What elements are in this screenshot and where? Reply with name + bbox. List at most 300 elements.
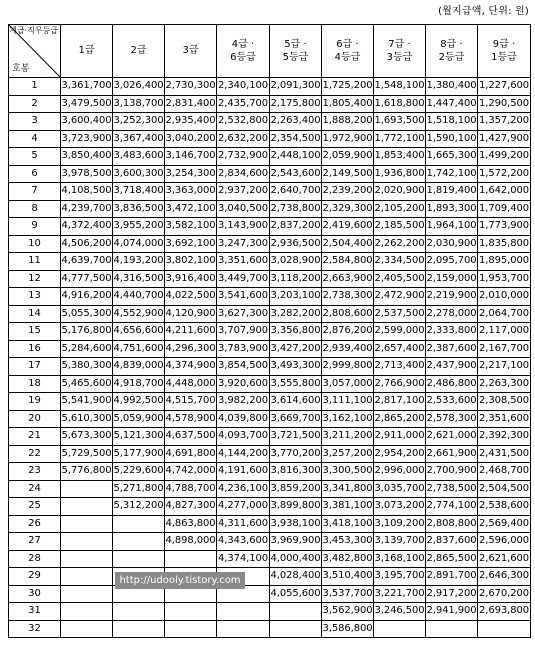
salary-cell: 4,028,400: [270, 568, 322, 586]
salary-cell: 3,978,500: [61, 165, 113, 183]
step-cell: 13: [9, 288, 61, 306]
salary-cell: 3,367,400: [113, 130, 165, 148]
salary-cell: 4,108,500: [61, 183, 113, 201]
salary-cell: 2,175,800: [270, 95, 322, 113]
salary-cell: 3,669,700: [270, 410, 322, 428]
salary-cell: 3,692,100: [165, 235, 217, 253]
table-row: [9, 585, 531, 603]
salary-cell: [61, 515, 113, 533]
step-cell: 3: [9, 113, 61, 131]
salary-cell: 3,221,700: [374, 585, 426, 603]
header-row: [9, 25, 531, 78]
salary-cell: 3,341,800: [322, 480, 374, 498]
salary-cell: 3,493,300: [270, 358, 322, 376]
salary-cell: 2,334,500: [374, 253, 426, 271]
salary-cell: 1,548,100: [374, 78, 426, 96]
salary-cell: 5,176,800: [61, 323, 113, 341]
step-cell: 21: [9, 428, 61, 446]
salary-cell: 4,074,000: [113, 235, 165, 253]
salary-cell: 2,917,200: [426, 585, 478, 603]
table-row: [9, 130, 531, 148]
salary-cell: 4,578,900: [165, 410, 217, 428]
salary-cell: 4,311,600: [217, 515, 270, 533]
salary-cell: 2,640,700: [270, 183, 322, 201]
salary-cell: 3,600,300: [113, 165, 165, 183]
salary-cell: 1,447,400: [426, 95, 478, 113]
step-cell: 24: [9, 480, 61, 498]
salary-cell: 2,010,000: [478, 288, 531, 306]
salary-cell: 3,482,800: [322, 550, 374, 568]
salary-cell: [61, 585, 113, 603]
salary-cell: 4,239,700: [61, 200, 113, 218]
step-cell: 23: [9, 463, 61, 481]
step-cell: 4: [9, 130, 61, 148]
step-cell: 10: [9, 235, 61, 253]
salary-cell: 2,278,000: [426, 305, 478, 323]
salary-cell: 2,891,700: [426, 568, 478, 586]
salary-cell: 4,839,000: [113, 358, 165, 376]
salary-cell: 5,312,200: [113, 498, 165, 516]
salary-cell: 2,262,200: [374, 235, 426, 253]
salary-cell: [426, 620, 478, 638]
salary-cell: 4,144,200: [217, 445, 270, 463]
step-cell: 6: [9, 165, 61, 183]
salary-cell: [113, 550, 165, 568]
salary-cell: 1,853,400: [374, 148, 426, 166]
salary-cell: 2,149,500: [322, 165, 374, 183]
salary-cell: 1,357,200: [478, 113, 531, 131]
salary-cell: 1,742,100: [426, 165, 478, 183]
salary-cell: 3,802,100: [165, 253, 217, 271]
salary-cell: 2,543,600: [270, 165, 322, 183]
salary-cell: 4,777,500: [61, 270, 113, 288]
salary-cell: 1,772,100: [374, 130, 426, 148]
salary-cell: 2,999,800: [322, 358, 374, 376]
salary-cell: 4,440,700: [113, 288, 165, 306]
salary-cell: 2,661,900: [426, 445, 478, 463]
salary-cell: 5,229,600: [113, 463, 165, 481]
salary-cell: 4,055,600: [270, 585, 322, 603]
salary-cell: 3,582,100: [165, 218, 217, 236]
step-cell: 29: [9, 568, 61, 586]
pay-scale-table: [8, 24, 531, 638]
salary-cell: 2,533,600: [426, 393, 478, 411]
salary-cell: 2,996,000: [374, 463, 426, 481]
salary-cell: 2,105,200: [374, 200, 426, 218]
salary-cell: 4,639,700: [61, 253, 113, 271]
salary-cell: 4,374,900: [165, 358, 217, 376]
table-row: [9, 305, 531, 323]
salary-cell: 2,030,900: [426, 235, 478, 253]
step-cell: 14: [9, 305, 61, 323]
table-row: [9, 235, 531, 253]
salary-cell: 5,271,800: [113, 480, 165, 498]
column-header: 8급 · 2등급: [426, 25, 478, 78]
salary-cell: 3,537,700: [322, 585, 374, 603]
salary-cell: 3,282,200: [270, 305, 322, 323]
salary-cell: 2,419,600: [322, 218, 374, 236]
salary-cell: 4,691,800: [165, 445, 217, 463]
table-row: [9, 218, 531, 236]
salary-cell: 4,916,200: [61, 288, 113, 306]
salary-cell: 3,363,000: [165, 183, 217, 201]
salary-cell: 3,162,100: [322, 410, 374, 428]
column-header: 1급: [61, 25, 113, 78]
salary-cell: 1,805,400: [322, 95, 374, 113]
salary-cell: 3,073,200: [374, 498, 426, 516]
salary-cell: 3,139,700: [374, 533, 426, 551]
salary-cell: 2,538,600: [478, 498, 531, 516]
salary-cell: 5,729,500: [61, 445, 113, 463]
salary-cell: 1,888,200: [322, 113, 374, 131]
salary-cell: 4,863,800: [165, 515, 217, 533]
salary-cell: 1,693,500: [374, 113, 426, 131]
salary-cell: 3,040,200: [165, 130, 217, 148]
salary-cell: 3,718,400: [113, 183, 165, 201]
salary-cell: 3,600,400: [61, 113, 113, 131]
table-row: [9, 113, 531, 131]
salary-cell: 4,898,000: [165, 533, 217, 551]
watermark-url: http://udooly.tistory.com: [115, 572, 245, 589]
salary-cell: 4,506,200: [61, 235, 113, 253]
table-row: [9, 498, 531, 516]
salary-cell: 2,808,600: [322, 305, 374, 323]
salary-cell: 3,920,600: [217, 375, 270, 393]
salary-cell: 1,227,600: [478, 78, 531, 96]
salary-cell: 3,381,100: [322, 498, 374, 516]
salary-cell: 2,837,600: [426, 533, 478, 551]
salary-cell: 3,510,400: [322, 568, 374, 586]
table-row: [9, 410, 531, 428]
salary-cell: 2,504,500: [478, 480, 531, 498]
salary-cell: 2,935,400: [165, 113, 217, 131]
salary-cell: 2,584,800: [322, 253, 374, 271]
salary-cell: 5,776,800: [61, 463, 113, 481]
corner-label-step: 호봉: [12, 64, 30, 74]
salary-cell: 3,257,200: [322, 445, 374, 463]
salary-cell: 3,483,600: [113, 148, 165, 166]
salary-cell: 1,290,500: [478, 95, 531, 113]
salary-cell: 2,578,300: [426, 410, 478, 428]
salary-cell: 2,939,400: [322, 340, 374, 358]
salary-cell: 3,418,100: [322, 515, 374, 533]
step-cell: 28: [9, 550, 61, 568]
salary-cell: 2,599,000: [374, 323, 426, 341]
salary-cell: 3,247,300: [217, 235, 270, 253]
step-cell: 2: [9, 95, 61, 113]
salary-cell: 3,057,000: [322, 375, 374, 393]
salary-cell: 2,117,000: [478, 323, 531, 341]
table-row: [9, 463, 531, 481]
salary-cell: 2,437,900: [426, 358, 478, 376]
salary-cell: 2,738,300: [322, 288, 374, 306]
salary-cell: 2,941,900: [426, 603, 478, 621]
salary-cell: 4,918,700: [113, 375, 165, 393]
salary-cell: 2,435,700: [217, 95, 270, 113]
salary-cell: 2,468,700: [478, 463, 531, 481]
table-row: [9, 358, 531, 376]
table-row: [9, 183, 531, 201]
table-row: [9, 445, 531, 463]
salary-cell: 3,453,300: [322, 533, 374, 551]
salary-cell: 1,618,800: [374, 95, 426, 113]
salary-cell: 3,143,900: [217, 218, 270, 236]
column-header: 6급 · 4등급: [322, 25, 374, 78]
salary-cell: 4,211,600: [165, 323, 217, 341]
step-cell: 17: [9, 358, 61, 376]
step-cell: 5: [9, 148, 61, 166]
step-cell: 27: [9, 533, 61, 551]
table-row: [9, 253, 531, 271]
salary-cell: 4,193,200: [113, 253, 165, 271]
column-header: 4급 · 6등급: [217, 25, 270, 78]
column-header: 7급 · 3등급: [374, 25, 426, 78]
corner-header-cell: [9, 25, 61, 78]
salary-cell: 4,093,700: [217, 428, 270, 446]
salary-cell: 2,713,400: [374, 358, 426, 376]
salary-cell: 1,499,200: [478, 148, 531, 166]
salary-cell: 2,876,200: [322, 323, 374, 341]
step-cell: 32: [9, 620, 61, 638]
salary-cell: 3,916,400: [165, 270, 217, 288]
salary-cell: 2,431,500: [478, 445, 531, 463]
table-row: [9, 323, 531, 341]
table-row: [9, 148, 531, 166]
salary-cell: 1,936,800: [374, 165, 426, 183]
table-row: [9, 620, 531, 638]
salary-cell: [113, 603, 165, 621]
salary-cell: 1,964,100: [426, 218, 478, 236]
salary-cell: [61, 620, 113, 638]
column-header: 9급 · 1등급: [478, 25, 531, 78]
salary-cell: 2,354,500: [270, 130, 322, 148]
salary-cell: 3,859,200: [270, 480, 322, 498]
salary-cell: 3,969,900: [270, 533, 322, 551]
salary-cell: 5,465,600: [61, 375, 113, 393]
table-row: [9, 270, 531, 288]
salary-cell: 5,610,300: [61, 410, 113, 428]
step-cell: 31: [9, 603, 61, 621]
salary-cell: 3,138,700: [113, 95, 165, 113]
salary-cell: 4,374,100: [217, 550, 270, 568]
salary-cell: 2,738,800: [270, 200, 322, 218]
salary-cell: 2,064,700: [478, 305, 531, 323]
salary-cell: 4,827,300: [165, 498, 217, 516]
salary-cell: 2,834,600: [217, 165, 270, 183]
salary-cell: 2,532,800: [217, 113, 270, 131]
salary-cell: 2,308,500: [478, 393, 531, 411]
salary-cell: 3,040,500: [217, 200, 270, 218]
salary-cell: 3,109,200: [374, 515, 426, 533]
salary-cell: [61, 550, 113, 568]
salary-cell: 2,351,600: [478, 410, 531, 428]
salary-cell: 1,380,400: [426, 78, 478, 96]
salary-cell: 2,263,300: [478, 375, 531, 393]
salary-cell: 3,627,300: [217, 305, 270, 323]
corner-label-grade: 계급·직무등급: [9, 26, 58, 35]
salary-cell: 1,725,200: [322, 78, 374, 96]
step-cell: 20: [9, 410, 61, 428]
salary-cell: 5,059,900: [113, 410, 165, 428]
salary-cell: 4,656,600: [113, 323, 165, 341]
salary-cell: 1,709,400: [478, 200, 531, 218]
salary-cell: 3,026,400: [113, 78, 165, 96]
salary-cell: 2,219,900: [426, 288, 478, 306]
salary-cell: 4,120,900: [165, 305, 217, 323]
salary-cell: 2,936,500: [270, 235, 322, 253]
salary-cell: 3,195,700: [374, 568, 426, 586]
salary-cell: 3,028,900: [270, 253, 322, 271]
salary-cell: 5,380,300: [61, 358, 113, 376]
salary-cell: 3,721,500: [270, 428, 322, 446]
salary-cell: 4,296,300: [165, 340, 217, 358]
salary-cell: 1,427,900: [478, 130, 531, 148]
salary-cell: 2,808,800: [426, 515, 478, 533]
salary-cell: 1,895,000: [478, 253, 531, 271]
salary-cell: 2,621,000: [426, 428, 478, 446]
salary-cell: 1,642,000: [478, 183, 531, 201]
salary-cell: 2,020,900: [374, 183, 426, 201]
salary-cell: 2,911,000: [374, 428, 426, 446]
salary-cell: 2,732,900: [217, 148, 270, 166]
salary-cell: 3,146,700: [165, 148, 217, 166]
salary-cell: 4,343,600: [217, 533, 270, 551]
salary-cell: 3,770,200: [270, 445, 322, 463]
salary-cell: 3,555,800: [270, 375, 322, 393]
table-row: [9, 603, 531, 621]
salary-cell: 4,552,900: [113, 305, 165, 323]
salary-cell: [165, 620, 217, 638]
table-row: [9, 480, 531, 498]
table-row: [9, 340, 531, 358]
salary-cell: 4,372,400: [61, 218, 113, 236]
salary-cell: 4,788,700: [165, 480, 217, 498]
salary-cell: 4,448,000: [165, 375, 217, 393]
salary-cell: [61, 480, 113, 498]
salary-cell: 2,340,100: [217, 78, 270, 96]
salary-cell: 2,865,200: [374, 410, 426, 428]
step-cell: 7: [9, 183, 61, 201]
salary-cell: [61, 568, 113, 586]
salary-cell: 4,191,600: [217, 463, 270, 481]
step-cell: 22: [9, 445, 61, 463]
salary-cell: 2,700,900: [426, 463, 478, 481]
salary-cell: 3,168,100: [374, 550, 426, 568]
table-row: [9, 78, 531, 96]
salary-cell: 4,751,600: [113, 340, 165, 358]
step-cell: 19: [9, 393, 61, 411]
salary-cell: 3,586,800: [322, 620, 374, 638]
salary-cell: 5,177,900: [113, 445, 165, 463]
salary-cell: [217, 603, 270, 621]
salary-cell: 3,541,600: [217, 288, 270, 306]
salary-cell: 3,850,400: [61, 148, 113, 166]
salary-cell: 2,486,800: [426, 375, 478, 393]
salary-cell: 2,095,700: [426, 253, 478, 271]
step-cell: 30: [9, 585, 61, 603]
salary-cell: 3,472,100: [165, 200, 217, 218]
salary-cell: 1,953,700: [478, 270, 531, 288]
salary-cell: 2,621,600: [478, 550, 531, 568]
salary-cell: 2,738,500: [426, 480, 478, 498]
table-row: [9, 393, 531, 411]
salary-cell: 2,730,300: [165, 78, 217, 96]
salary-cell: 3,351,600: [217, 253, 270, 271]
salary-cell: 3,899,800: [270, 498, 322, 516]
salary-cell: 2,569,400: [478, 515, 531, 533]
salary-cell: 2,472,900: [374, 288, 426, 306]
salary-cell: 3,723,900: [61, 130, 113, 148]
salary-cell: 4,515,700: [165, 393, 217, 411]
salary-cell: 3,246,500: [374, 603, 426, 621]
pay-table-body: [9, 78, 531, 638]
salary-cell: 2,670,200: [478, 585, 531, 603]
salary-cell: [270, 603, 322, 621]
salary-cell: [270, 620, 322, 638]
salary-cell: 3,111,100: [322, 393, 374, 411]
salary-cell: 2,329,300: [322, 200, 374, 218]
salary-cell: 1,835,800: [478, 235, 531, 253]
column-header: 2급: [113, 25, 165, 78]
salary-cell: 2,263,400: [270, 113, 322, 131]
step-cell: 15: [9, 323, 61, 341]
salary-cell: 2,632,200: [217, 130, 270, 148]
salary-cell: 4,742,000: [165, 463, 217, 481]
step-cell: 25: [9, 498, 61, 516]
salary-cell: 1,665,300: [426, 148, 478, 166]
step-cell: 12: [9, 270, 61, 288]
column-header: 3급: [165, 25, 217, 78]
salary-cell: 1,893,300: [426, 200, 478, 218]
table-row: [9, 515, 531, 533]
salary-cell: 3,300,500: [322, 463, 374, 481]
salary-cell: 5,673,300: [61, 428, 113, 446]
salary-cell: [113, 533, 165, 551]
step-cell: 8: [9, 200, 61, 218]
salary-cell: 1,773,900: [478, 218, 531, 236]
salary-cell: 3,254,300: [165, 165, 217, 183]
salary-cell: 2,817,100: [374, 393, 426, 411]
salary-cell: 3,479,500: [61, 95, 113, 113]
salary-cell: 2,504,400: [322, 235, 374, 253]
salary-cell: 5,284,600: [61, 340, 113, 358]
salary-cell: 2,239,200: [322, 183, 374, 201]
salary-cell: [478, 620, 531, 638]
salary-cell: 3,816,300: [270, 463, 322, 481]
salary-cell: 2,167,700: [478, 340, 531, 358]
salary-cell: 3,982,200: [217, 393, 270, 411]
salary-cell: 2,091,300: [270, 78, 322, 96]
salary-cell: 2,537,500: [374, 305, 426, 323]
salary-cell: 3,427,200: [270, 340, 322, 358]
step-cell: 16: [9, 340, 61, 358]
salary-cell: 3,252,300: [113, 113, 165, 131]
salary-cell: 1,972,900: [322, 130, 374, 148]
salary-cell: 4,992,500: [113, 393, 165, 411]
salary-cell: 2,774,100: [426, 498, 478, 516]
salary-cell: 2,646,300: [478, 568, 531, 586]
salary-cell: [61, 498, 113, 516]
salary-cell: 3,562,900: [322, 603, 374, 621]
salary-cell: 2,448,100: [270, 148, 322, 166]
salary-cell: 5,541,900: [61, 393, 113, 411]
salary-cell: 1,590,100: [426, 130, 478, 148]
salary-cell: 3,361,700: [61, 78, 113, 96]
salary-cell: 3,118,200: [270, 270, 322, 288]
salary-cell: 2,954,200: [374, 445, 426, 463]
table-row: [9, 165, 531, 183]
salary-cell: 2,217,100: [478, 358, 531, 376]
